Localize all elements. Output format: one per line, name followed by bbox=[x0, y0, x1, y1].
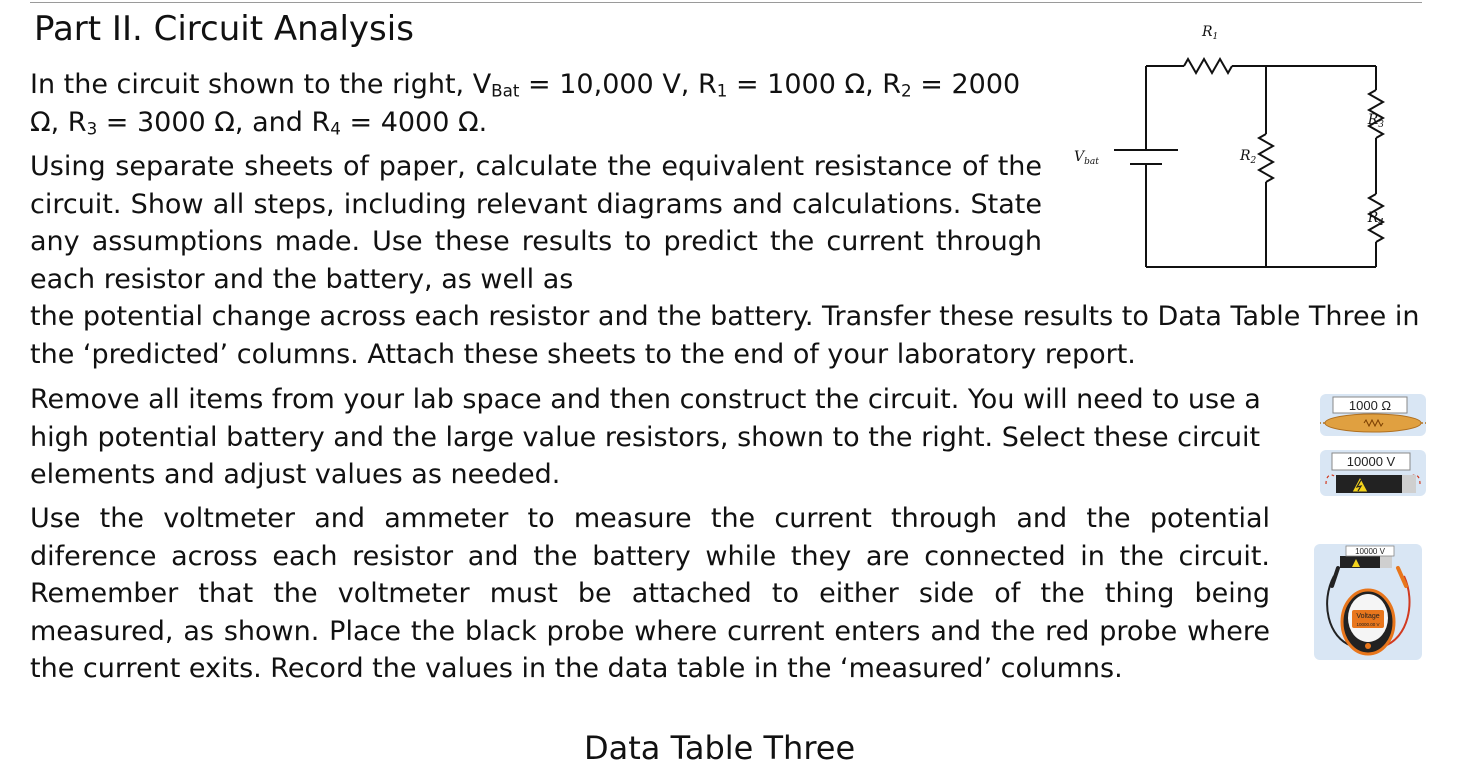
r3-value: = 3000 Ω, and R bbox=[97, 106, 331, 138]
vbat-subscript: Bat bbox=[491, 80, 520, 101]
r1-value: = 1000 Ω, R bbox=[727, 69, 902, 100]
calculation-paragraph: Using separate sheets of paper, calculate the equivalent resistance of the circuit. Show all steps, including relevant diagrams and calculations. State any assumptions made. Use these results to predict the current through each resistor and the battery, as well as bbox=[30, 151, 1042, 295]
measurement-paragraph: Use the voltmeter and ammeter to measure the current through and the potential diference across each resistor and the battery while they are connected in the circuit. Remember that the voltmeter must be attached to either side of the thing being measured, as shown. Place the black probe where current enters and the red probe where the current exits. Record the values in the data table in the ‘measured’ columns. bbox=[30, 503, 1270, 684]
r4-subscript: 4 bbox=[330, 118, 341, 139]
r4-value: = 4000 Ω. bbox=[340, 106, 488, 138]
battery-component-tile[interactable] bbox=[1318, 448, 1428, 498]
meter-reading-label: 10000.00 V bbox=[1356, 622, 1380, 627]
given-values-paragraph bbox=[30, 66, 1042, 141]
r4-label: $R_4$ bbox=[1367, 210, 1384, 228]
vbat-value: = 10,000 V, R bbox=[519, 69, 717, 100]
vbat-label: $V_{bat}$ bbox=[1074, 149, 1099, 167]
r1-subscript: 1 bbox=[716, 80, 728, 101]
top-rule bbox=[30, 2, 1422, 3]
circuit-diagram bbox=[1066, 14, 1386, 276]
calculation-paragraph-continued: the potential change across each resistor and the battery. Transfer these results to Data Table Three in the ‘predicted’ columns. Attach these sheets to the end of your laboratory report. bbox=[30, 301, 1420, 370]
meter-name-label: Voltage bbox=[1356, 613, 1380, 620]
r2-resistor bbox=[1259, 134, 1273, 182]
r1-resistor bbox=[1184, 59, 1232, 73]
given-values-lead: In the circuit shown to the right, V bbox=[30, 69, 492, 100]
r1-label: $R_1$ bbox=[1202, 24, 1219, 42]
voltmeter-component-tile[interactable] bbox=[1312, 542, 1424, 662]
resistor-value-label: 1000 Ω bbox=[1348, 398, 1392, 413]
battery-value-label: 10000 V bbox=[1346, 454, 1396, 469]
section-title: Part II. Circuit Analysis bbox=[34, 9, 414, 49]
r3-label: $R_3$ bbox=[1367, 112, 1384, 130]
data-table-title: Data Table Three bbox=[584, 729, 856, 767]
r2-value: = 2000 Ω, R bbox=[30, 69, 1021, 138]
meter-battery-label: 10000 V bbox=[1355, 547, 1385, 556]
construction-paragraph: Remove all items from your lab space and then construct the circuit. You will need to use a high potential battery and the large value resistors, shown to the right. Select these circuit elements and adjust values as needed. bbox=[30, 384, 1261, 490]
resistor-component-tile[interactable] bbox=[1318, 392, 1428, 438]
r2-label: $R_2$ bbox=[1240, 148, 1257, 166]
r2-subscript: 2 bbox=[901, 80, 912, 101]
r3-subscript: 3 bbox=[86, 118, 98, 139]
